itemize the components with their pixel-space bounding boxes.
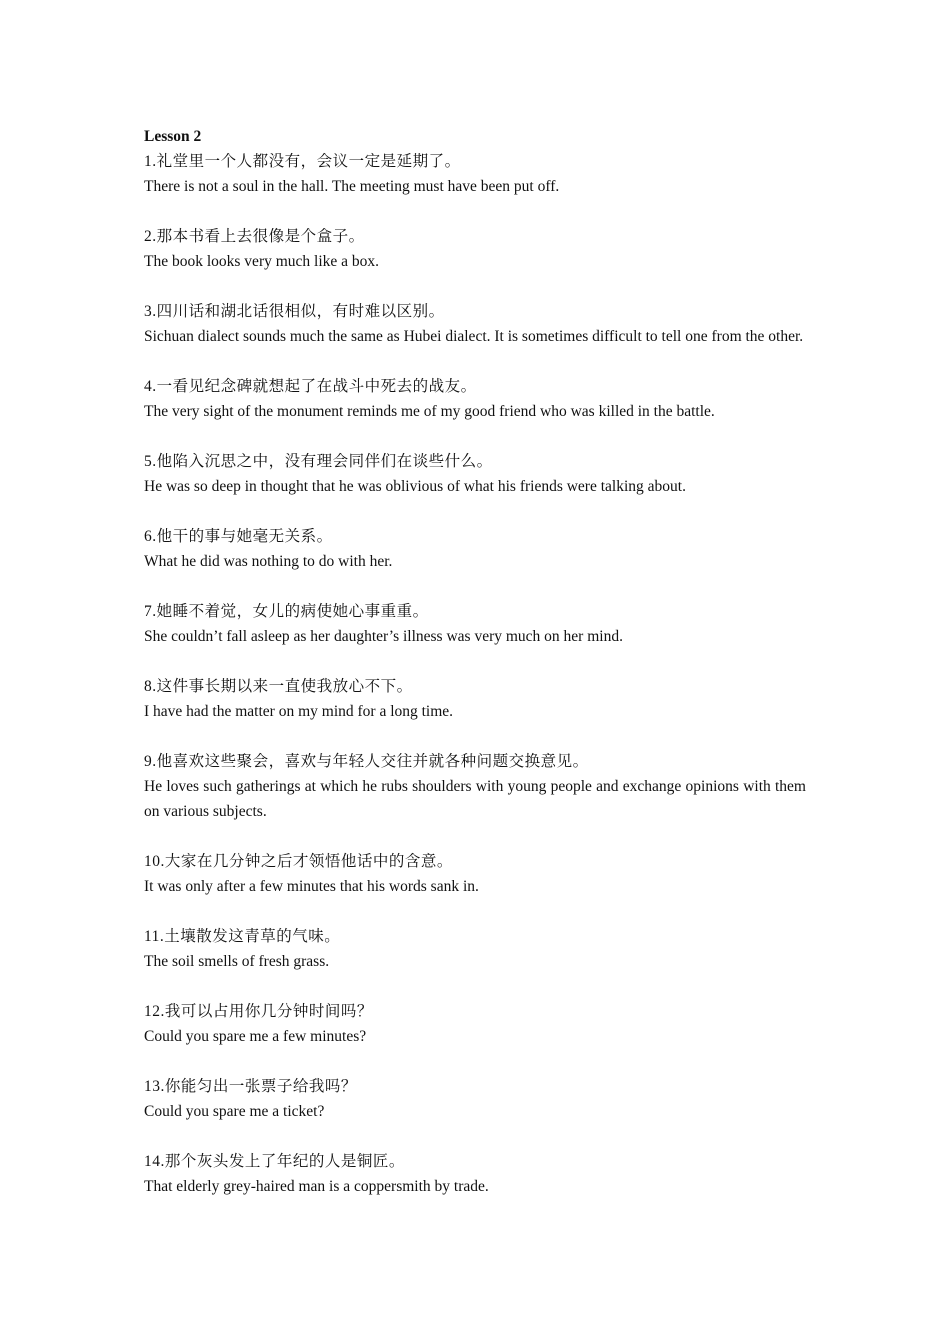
chinese-sentence: 5.他陷入沉思之中，没有理会同伴们在谈些什么。	[144, 453, 493, 470]
chinese-sentence: 8.这件事长期以来一直使我放心不下。	[144, 678, 413, 695]
english-translation: That elderly grey-haired man is a coppersmith by trade.	[144, 1178, 489, 1195]
english-translation: Could you spare me a ticket?	[144, 1103, 325, 1120]
chinese-sentence: 1.礼堂里一个人都没有，会议一定是延期了。	[144, 153, 461, 170]
chinese-sentence: 4.一看见纪念碑就想起了在战斗中死去的战友。	[144, 378, 477, 395]
chinese-sentence: 10.大家在几分钟之后才领悟他话中的含意。	[144, 853, 453, 870]
lesson-title: Lesson 2	[144, 128, 202, 145]
english-translation: The book looks very much like a box.	[144, 253, 380, 270]
chinese-sentence: 13.你能匀出一张票子给我吗？	[144, 1078, 357, 1095]
chinese-sentence: 9.他喜欢这些聚会，喜欢与年轻人交往并就各种问题交换意见。	[144, 753, 589, 770]
english-translation: It was only after a few minutes that his words sank in.	[144, 878, 479, 895]
sentence-item-4	[144, 374, 806, 424]
sentence-item-1	[144, 149, 806, 199]
english-translation: What he did was nothing to do with her.	[144, 553, 393, 570]
english-translation: Sichuan dialect sounds much the same as Hubei dialect. It is sometimes difficult to tell one from the other.	[144, 328, 804, 345]
chinese-sentence: 14.那个灰头发上了年纪的人是铜匠。	[144, 1153, 405, 1170]
sentence-item-14	[144, 1149, 806, 1199]
sentence-item-9	[144, 749, 806, 824]
sentence-item-3	[144, 299, 806, 349]
chinese-sentence: 11.土壤散发这青草的气味。	[144, 928, 341, 945]
sentence-item-13	[144, 1074, 806, 1124]
english-translation: The soil smells of fresh grass.	[144, 953, 330, 970]
sentence-item-8	[144, 674, 806, 724]
english-translation: The very sight of the monument reminds me of my good friend who was killed in the battle.	[144, 403, 715, 420]
english-translation: Could you spare me a few minutes?	[144, 1028, 367, 1045]
sentence-item-6	[144, 524, 806, 574]
english-translation: There is not a soul in the hall. The meeting must have been put off.	[144, 178, 560, 195]
sentence-item-10	[144, 849, 806, 899]
chinese-sentence: 6.他干的事与她毫无关系。	[144, 528, 333, 545]
sentence-item-11	[144, 924, 806, 974]
english-translation: He was so deep in thought that he was oblivious of what his friends were talking about.	[144, 478, 686, 495]
english-translation: He loves such gatherings at which he rubs shoulders with young people and exchange opinions with them on various subjects.	[144, 778, 806, 820]
document-page	[144, 124, 806, 1224]
chinese-sentence: 2.那本书看上去很像是个盒子。	[144, 228, 365, 245]
chinese-sentence: 3.四川话和湖北话很相似，有时难以区别。	[144, 303, 445, 320]
sentence-item-5	[144, 449, 806, 499]
english-translation: I have had the matter on my mind for a long time.	[144, 703, 454, 720]
chinese-sentence: 7.她睡不着觉，女儿的病使她心事重重。	[144, 603, 429, 620]
english-translation: She couldn’t fall asleep as her daughter’s illness was very much on her mind.	[144, 628, 623, 645]
sentence-item-2	[144, 224, 806, 274]
chinese-sentence: 12.我可以占用你几分钟时间吗？	[144, 1003, 373, 1020]
sentence-item-12	[144, 999, 806, 1049]
sentence-item-7	[144, 599, 806, 649]
